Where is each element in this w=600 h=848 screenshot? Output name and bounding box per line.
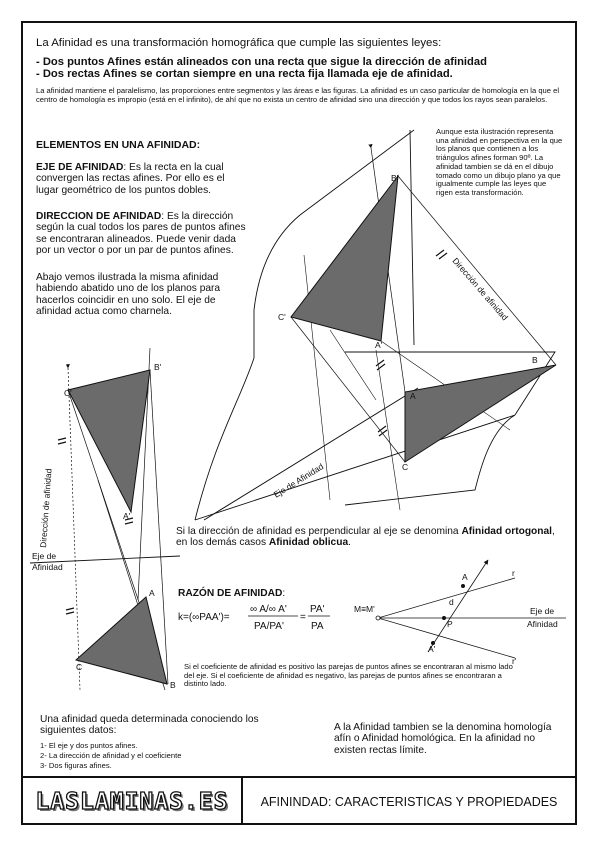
label-c-flat: C [76,662,83,672]
label-eje-3d: Eje de Afinidad [271,461,326,500]
orthogonal-mid: , en los demás casos [176,526,555,549]
label-afinidad-ratio: Afinidad [527,619,558,629]
label-afinidad-flat: Afinidad [32,562,63,572]
label-direccion-3d: Dirección de afinidad [450,255,511,323]
label-a-3d: A [410,391,416,401]
homologica-text: A la Afinidad tambien se la denomina homología afín o Afinidad homológica. En la afinidad no existen rectas límite. [334,722,552,756]
intro-text: La Afinidad es una transformación homográfica que cumple las siguientes leyes: [36,37,442,49]
eje-text: : Es la recta en la cual convergen las rectas afines. Por ello es el lugar geométrico de los puntos dobles. [36,162,225,196]
direccion-term: DIRECCION DE AFINIDAD [36,211,162,222]
label-b1-flat: B' [154,362,162,372]
label-direccion-flat: Dirección de afinidad [38,468,54,549]
label-eje-de-ratio: Eje de [530,606,555,616]
triangle-flat [76,597,167,684]
flat-direction-arrow [68,368,83,690]
label-m: M≡M' [354,604,375,614]
extension-line-2 [330,330,376,400]
determinada-item-2: 2- La dirección de afinidad y el coeficiente [40,751,182,760]
formula-n1: ∞ A/∞ A' [250,604,287,615]
oblique-term: Afinidad oblicua [268,537,349,549]
logo-text: LASLAMINAS.ES [35,788,229,815]
label-c1-flat: C' [64,388,72,398]
elements-title: ELEMENTOS EN UNA AFINIDAD: [36,139,201,151]
label-a1-ratio: A' [428,644,436,654]
formula-d1: PA/PA' [254,621,284,632]
triangle-3d [405,365,556,462]
formula-lhs: k=(∞PAA')= [178,612,230,623]
label-a1-3d: A' [375,340,383,350]
law-1: - Dos puntos Afines están alineados con una recta que sigue la dirección de afinidad [36,56,487,68]
direction-ray-b [398,176,556,365]
direction-ray-c [291,317,405,462]
label-b1-3d: B' [391,173,399,183]
label-b-flat: B [170,680,176,690]
orthogonal-term: Afinidad ortogonal [461,526,552,537]
determinada-item-1: 1- El eje y dos puntos afines. [40,741,138,750]
eje-term: EJE DE AFINIDAD [36,162,124,173]
label-r1: r' [512,656,517,666]
label-d-ratio: d [449,597,454,607]
label-a-flat: A [149,588,155,598]
label-a1-flat: A' [123,511,131,521]
label-c-3d: C [402,462,409,472]
formula-d2: PA [311,621,324,632]
footer-title: AFININDAD: CARACTERISTICAS Y PROPIEDADES [260,794,558,809]
determinada-title: Una afinidad queda determinada conociendo los siguientes datos: [40,714,259,737]
formula-n2: PA' [310,604,325,615]
razon-title-text: RAZÓN DE AFINIDAD [178,588,283,599]
law-2: - Dos rectas Afines se cortan siempre en una recta fija llamada eje de afinidad. [36,68,453,80]
side-note: Aunque esta ilustración representa una afinidad en perspectiva en la que los planos que contienen a los triángulos afines forman 90º. La afinidad tambien se dá en el dibujo tomado como un dibujo plano ya que igualmente cumple las leyes que rigen esta transformación. [436,127,563,197]
razon-note: Si el coeficiente de afinidad es positivo las parejas de puntos afines se encontraran al mismo lado del eje. Si el coeficiente de afinidad es negativo, las parejas de puntos afines se encontraran a distinto lado. [184,662,513,689]
label-r: r [512,568,515,578]
razon-colon: : [282,588,286,599]
ratio-formula [178,604,330,632]
orthogonal-pre: Si la dirección de afinidad es perpendicular al eje se denomina [176,526,462,537]
label-eje-de-flat: Eje de [32,551,57,561]
orthogonal-post: . [348,537,351,549]
label-c1-3d: C' [278,312,286,322]
abajo-text: Abajo vemos ilustrada la misma afinidad habiendo abatido uno de los planos para hacerlos coincidir en uno solo. El eje de afinidad actua como charnela. [36,272,221,318]
intro-paragraph: La afinidad mantiene el paralelismo, las proporciones entre segmentos y las áreas e las figuras. La afinidad es un caso particular de homología en la que el centro de homología es impropio (está en el infinito), de ahí que no exista un centro de afinidad sino una dirección y que todos los rayos sean paralelos. [36,86,560,104]
direccion-text: : Es la dirección según la cual todos los pares de puntos afines se encontraran alineados. Puede venir dada por un vector o por un par de puntos afines. [36,211,246,257]
formula-eq: = [300,612,306,623]
triangle-prime-3d [291,176,398,341]
label-p-ratio: P [447,619,453,629]
ratio-line-r [378,578,515,618]
label-a-ratio: A [462,572,468,582]
ratio-direction [428,560,488,652]
determinada-item-3: 3- Dos figuras afines. [40,761,112,770]
label-b-3d: B [532,355,538,365]
triangle-prime-flat [68,370,150,512]
